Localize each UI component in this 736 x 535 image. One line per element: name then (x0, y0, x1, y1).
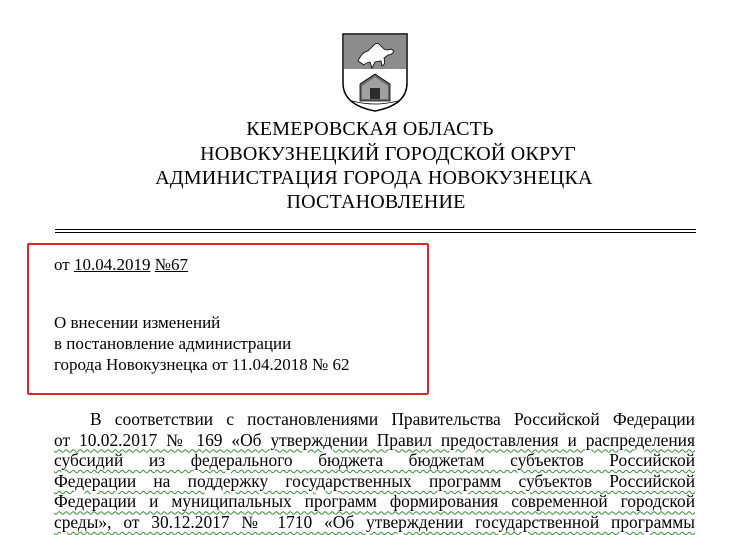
decree-title-line: города Новокузнецка от 11.04.2018 № 62 (54, 355, 350, 374)
region-heading: КЕМЕРОВСКАЯ ОБЛАСТЬ (246, 118, 494, 140)
administration-heading: АДМИНИСТРАЦИЯ ГОРОДА НОВОКУЗНЕЦКА (155, 167, 593, 189)
body-paragraph (54, 409, 695, 533)
decree-date-prefix: от (54, 255, 70, 274)
body-line: В соответствии с постановлениями Правительства Российской Федерации (90, 409, 695, 429)
body-line: среды», от 30.12.2017 № 1710 «Об утверждении государственной программы (54, 511, 695, 532)
body-line: от 10.02.2017 № 169 «Об утверждении Правил предоставления и распределения (54, 429, 695, 450)
body-line: Федерации и муниципальных программ формирования современной городской (54, 491, 695, 512)
body-line: Федерации на поддержку государственных программ субъектов Российской (54, 470, 695, 491)
header-divider (55, 229, 696, 233)
decree-title-line: О внесении изменений (54, 313, 221, 332)
decree-title-line: в постановление администрации (54, 334, 292, 353)
decree-date-line (54, 255, 188, 275)
document-type-heading: ПОСТАНОВЛЕНИЕ (286, 191, 466, 213)
body-line: субсидий из федерального бюджета бюджетам субъектов Российской (54, 450, 695, 471)
decree-number: №67 (154, 255, 188, 274)
decree-date: 10.04.2019 (73, 255, 151, 274)
district-heading: НОВОКУЗНЕЦКИЙ ГОРОДСКОЙ ОКРУГ (200, 143, 576, 165)
coat-of-arms-icon (340, 31, 410, 113)
